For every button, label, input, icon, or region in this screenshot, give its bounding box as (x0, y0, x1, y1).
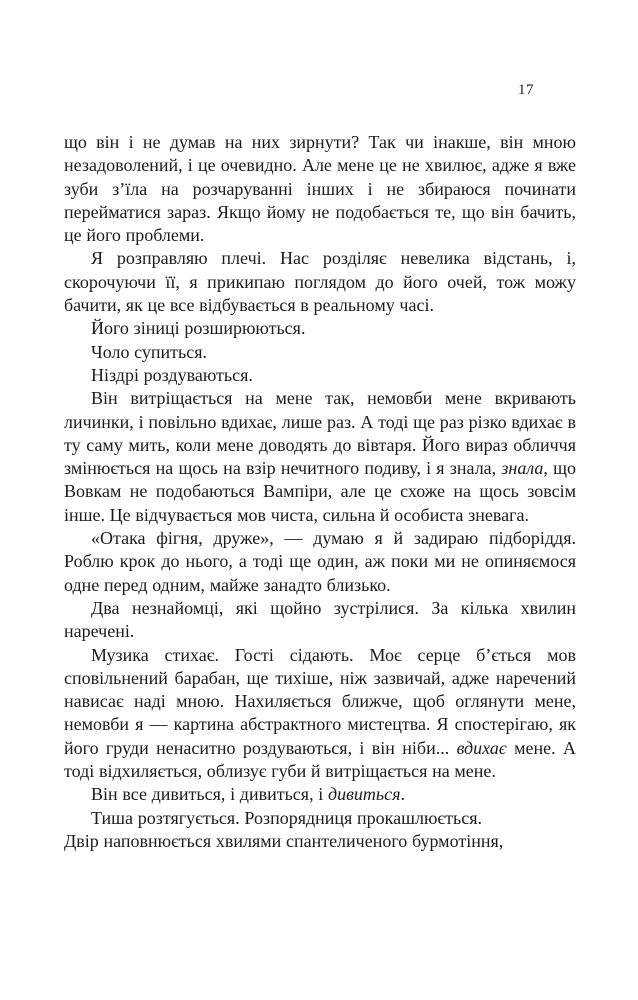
italic-text-run: знала (501, 458, 544, 479)
paragraph (64, 131, 576, 247)
text-run: Ніздрі роздуваються. (91, 364, 253, 385)
text-run: «Отака фігня, друже», — думаю я й задираю підборіддя. Роблю крок до нього, а тоді ще один, аж поки ми не опиняємося одне перед одним, майже занадто близько. (64, 528, 576, 595)
text-run: , що Вовкам не подобаються Вампіри, але це схоже на щось зовсім інше. Це відчувається мов чиста, сильна й особиста зневага. (64, 458, 577, 525)
paragraph (64, 341, 576, 364)
text-run: Музика стихає. Гості сідають. Моє серце б’ється мов сповільнений барабан, ще тихіше, ніж зазвичай, адже наречений нависає наді мною. Нахиляється ближче, щоб оглянути мене, немовби я — картина абстрактного мистецтва. Я спостерігаю, як його груди ненаситно роздуваються, і він ніби... (64, 644, 576, 758)
text-run: Його зіниці розширюються. (91, 318, 306, 339)
page-number: 17 (518, 82, 534, 98)
paragraph (64, 644, 576, 784)
text-run: Тиша розтягується. Розпорядниця прокашлюється. (91, 807, 482, 828)
text-run: Двір наповнюється хвилями спантеличеного бурмотіння, (64, 830, 504, 851)
paragraph (64, 387, 576, 527)
text-run: Я розправляю плечі. Нас розділяє невелика відстань, і, скорочуючи її, я прикипаю поглядом до його очей, тож можу бачити, як це все відбувається в реальному часі. (64, 248, 576, 316)
paragraph (64, 317, 576, 340)
paragraph (64, 364, 576, 387)
text-block (64, 131, 576, 853)
text-run: . (400, 784, 405, 805)
text-run: мене. А тоді відхиляється, облизує губи й витріщається на мене. (64, 737, 576, 782)
text-run: Чоло супиться. (91, 341, 208, 362)
paragraph (64, 807, 576, 830)
italic-text-run: дивиться (327, 784, 401, 805)
paragraph (64, 783, 576, 806)
paragraph (64, 597, 576, 644)
text-run: що він і не думав на них зирнути? Так чи інакше, він мною незадоволений, і це очевидно. Але мене це не хвилює, адже я вже зуби з’їла на розчаруванні інших і не збираюся починати перейматися зараз. Якщо йому не подобається те, що він бачить, це його проблеми. (64, 132, 576, 246)
italic-text-run: вдихає (456, 737, 507, 758)
text-run: Він все дивиться, і дивиться, і (91, 784, 328, 805)
text-run: Він витріщається на мене так, немовби мене вкривають личинки, і повільно вдихає, лише раз. А тоді ще раз різко вдихає в ту саму мить, коли мене доводять до вівтаря. Його вираз обличчя змінюється на щось на взір нечитного подиву, і я знала, (64, 388, 576, 479)
text-run: Два незнайомці, які щойно зустрілися. За кілька хвилин наречені. (64, 597, 576, 642)
paragraph (64, 527, 576, 597)
paragraph (64, 830, 576, 853)
paragraph (64, 247, 576, 317)
